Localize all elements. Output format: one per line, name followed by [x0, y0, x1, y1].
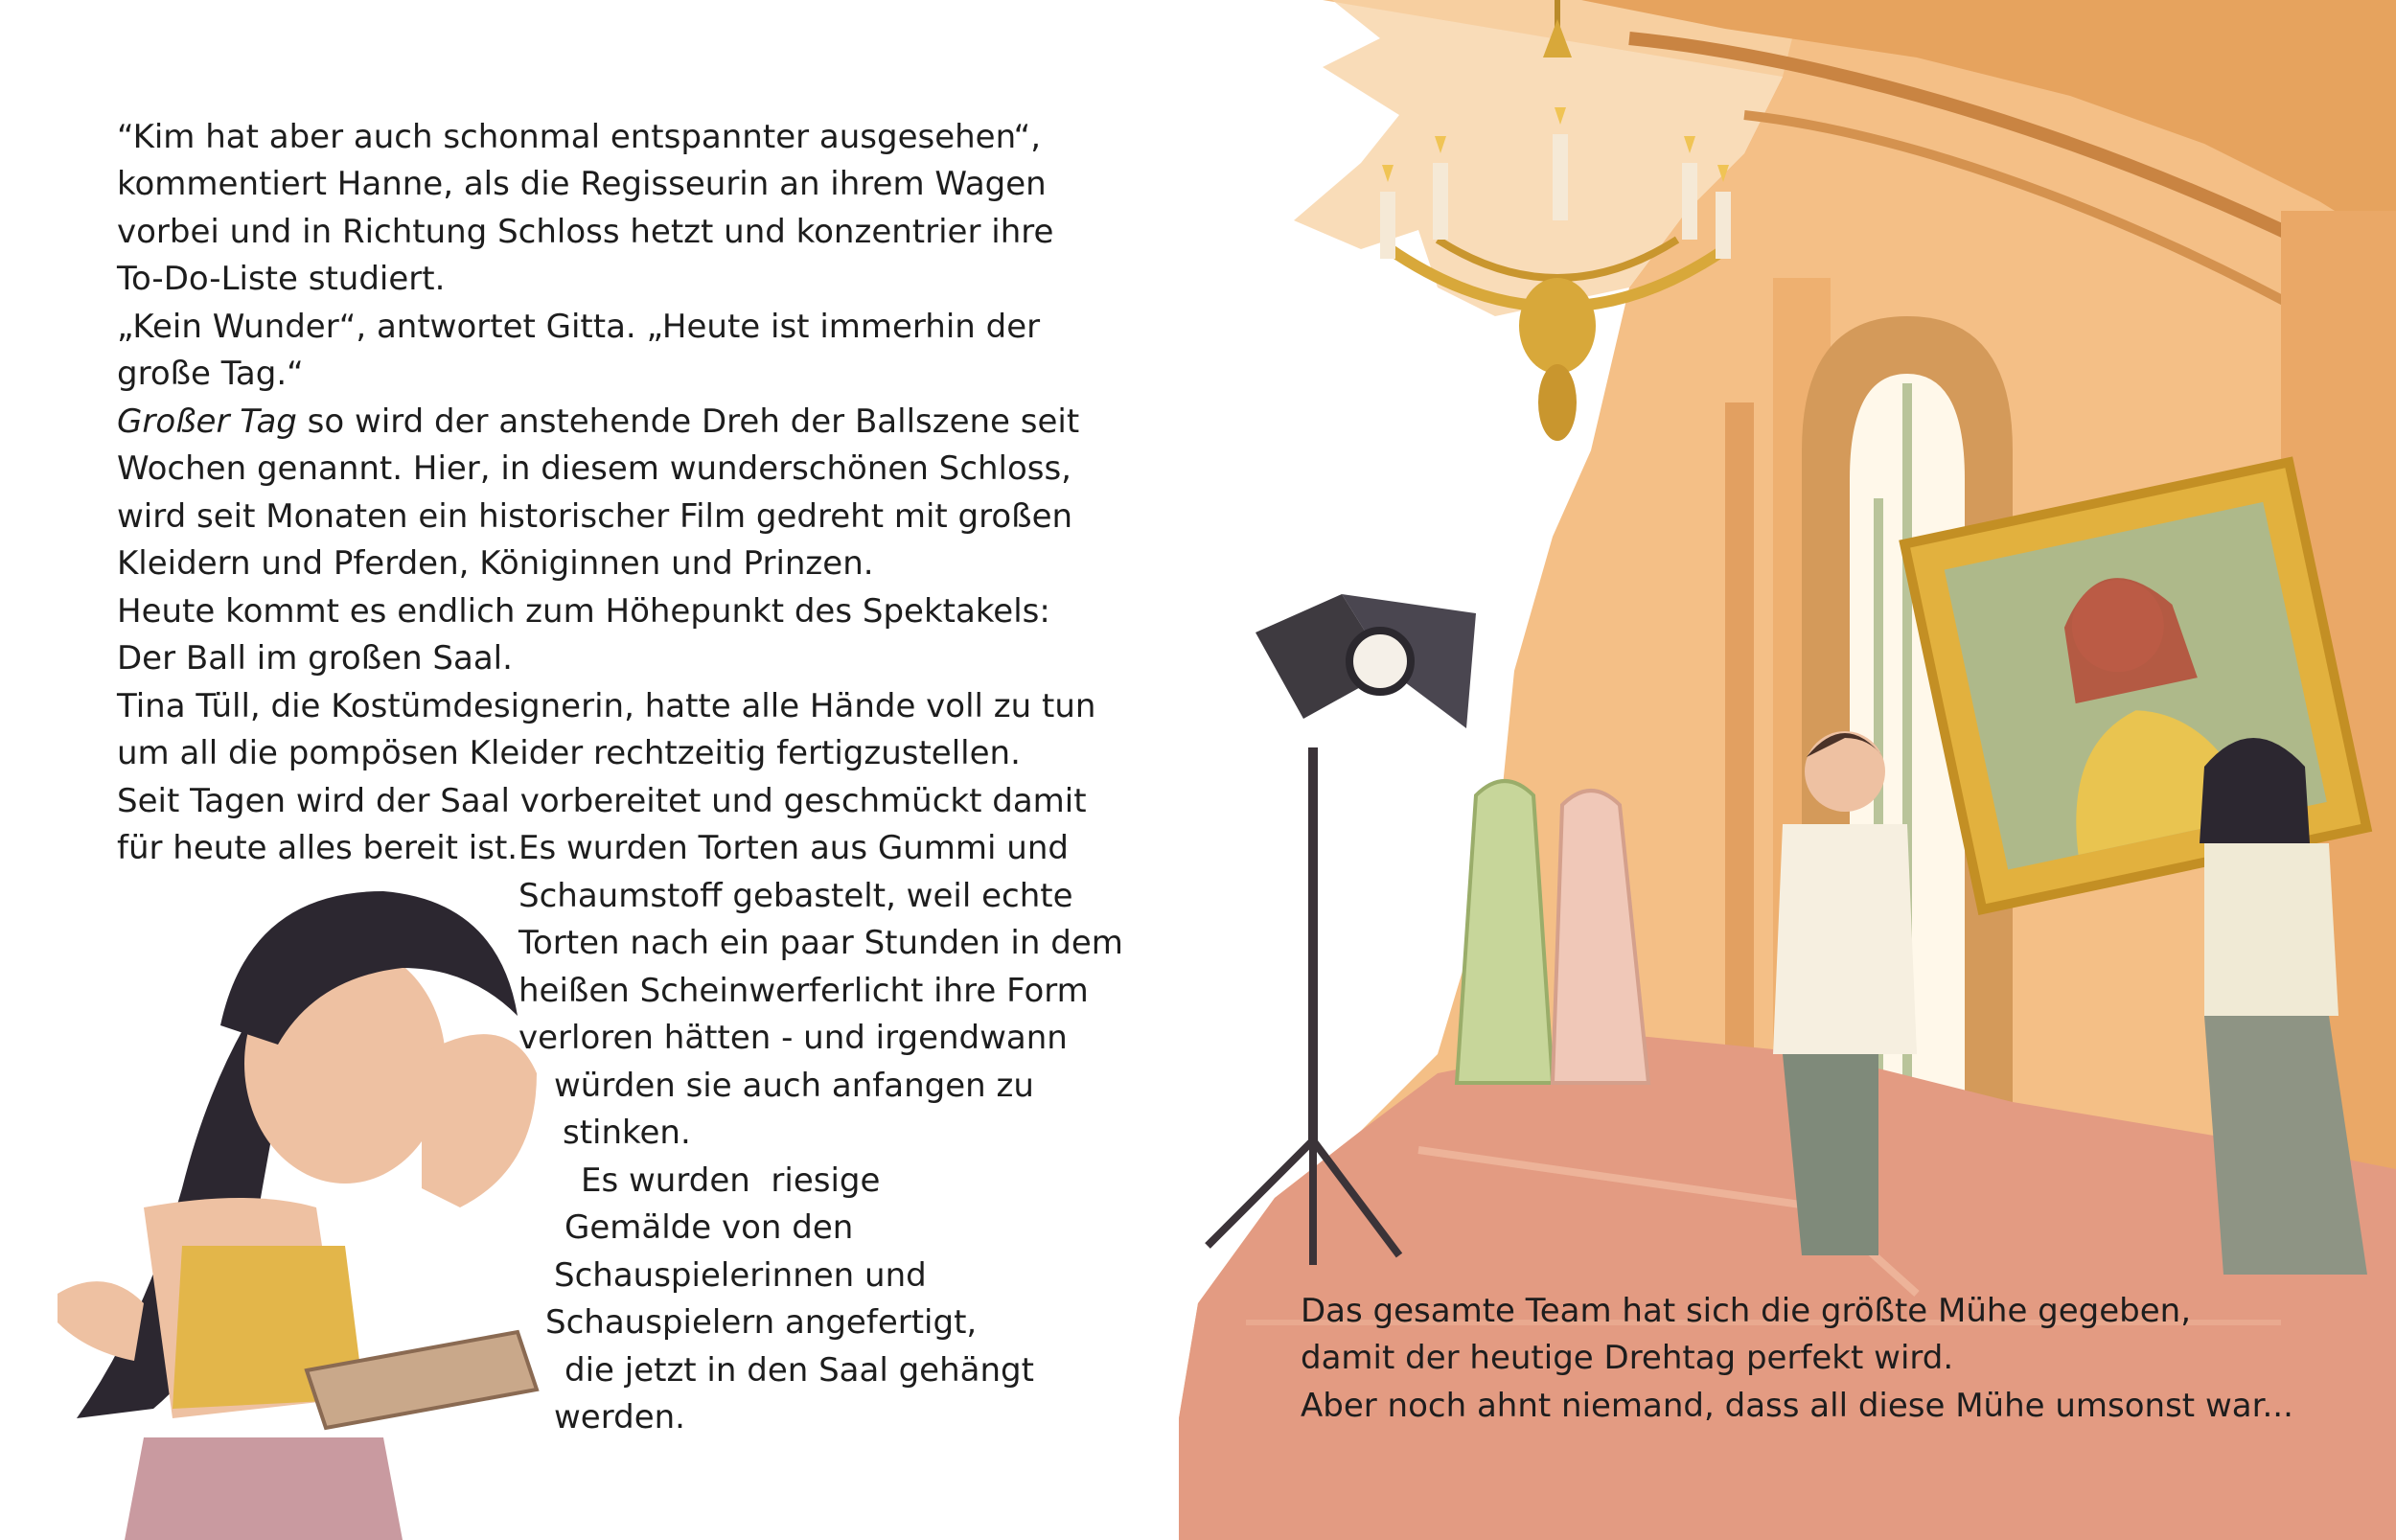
text-line: Schaumstoff gebastelt, weil echte: [518, 877, 1073, 915]
text-line: kommentiert Hanne, als die Regisseurin an ihrem Wagen: [117, 165, 1047, 203]
text-line: vorbei und in Richtung Schloss hetzt und konzentrier ihre: [117, 213, 1054, 251]
text-line: damit der heutige Drehtag perfekt wird.: [1301, 1339, 1954, 1377]
text-line: werden.: [554, 1398, 685, 1437]
text-line: “Kim hat aber auch schonmal entspannter ausgesehen“,: [117, 118, 1042, 156]
text-line: große Tag.“: [117, 355, 304, 393]
text-line: um all die pompösen Kleider rechtzeitig fertigzustellen.: [117, 734, 1021, 772]
text-line: To-Do-Liste studiert.: [117, 260, 446, 298]
girl-illustration: [58, 891, 537, 1540]
text-line: Gemälde von den: [564, 1208, 854, 1247]
text-line: verloren hätten - und irgendwann: [518, 1019, 1068, 1057]
text-line: Schauspielerinnen und: [554, 1256, 927, 1295]
text-line: würden sie auch anfangen zu: [554, 1067, 1034, 1105]
text-line: Tina Tüll, die Kostümdesignerin, hatte alle Hände voll zu tun: [117, 687, 1096, 725]
text-line: die jetzt in den Saal gehängt: [564, 1351, 1034, 1390]
text-line: Heute kommt es endlich zum Höhepunkt des Spektakels:: [117, 592, 1050, 631]
text-line: Es wurden riesige: [581, 1161, 881, 1200]
text-line: stinken.: [563, 1114, 691, 1152]
text-line: Torten nach ein paar Stunden in dem: [518, 924, 1123, 962]
text-line: Seit Tagen wird der Saal vorbereitet und geschmückt damit: [117, 782, 1087, 820]
text-span: so wird der anstehende Dreh der Ballszene seit: [296, 402, 1080, 441]
italic-phrase: Großer Tag: [117, 402, 297, 441]
text-line: heißen Scheinwerferlicht ihre Form: [518, 972, 1089, 1010]
text-line: Schauspielern angefertigt,: [545, 1303, 978, 1342]
text-line: Wochen genannt. Hier, in diesem wunderschönen Schloss,: [117, 449, 1071, 488]
text-line: „Kein Wunder“, antwortet Gitta. „Heute ist immerhin der: [117, 308, 1041, 346]
text-line: [117, 399, 1079, 447]
text-line: für heute alles bereit ist.: [117, 829, 518, 867]
text-line: Aber noch ahnt niemand, dass all diese Mühe umsonst war...: [1301, 1387, 2293, 1425]
text-line: wird seit Monaten ein historischer Film gedreht mit großen: [117, 497, 1073, 536]
text-line: Der Ball im großen Saal.: [117, 639, 513, 678]
text-line: Das gesamte Team hat sich die größte Mühe gegeben,: [1301, 1292, 2192, 1330]
text-line: Es wurden Torten aus Gummi und: [518, 829, 1069, 867]
text-line: Kleidern und Pferden, Königinnen und Prinzen.: [117, 544, 874, 583]
